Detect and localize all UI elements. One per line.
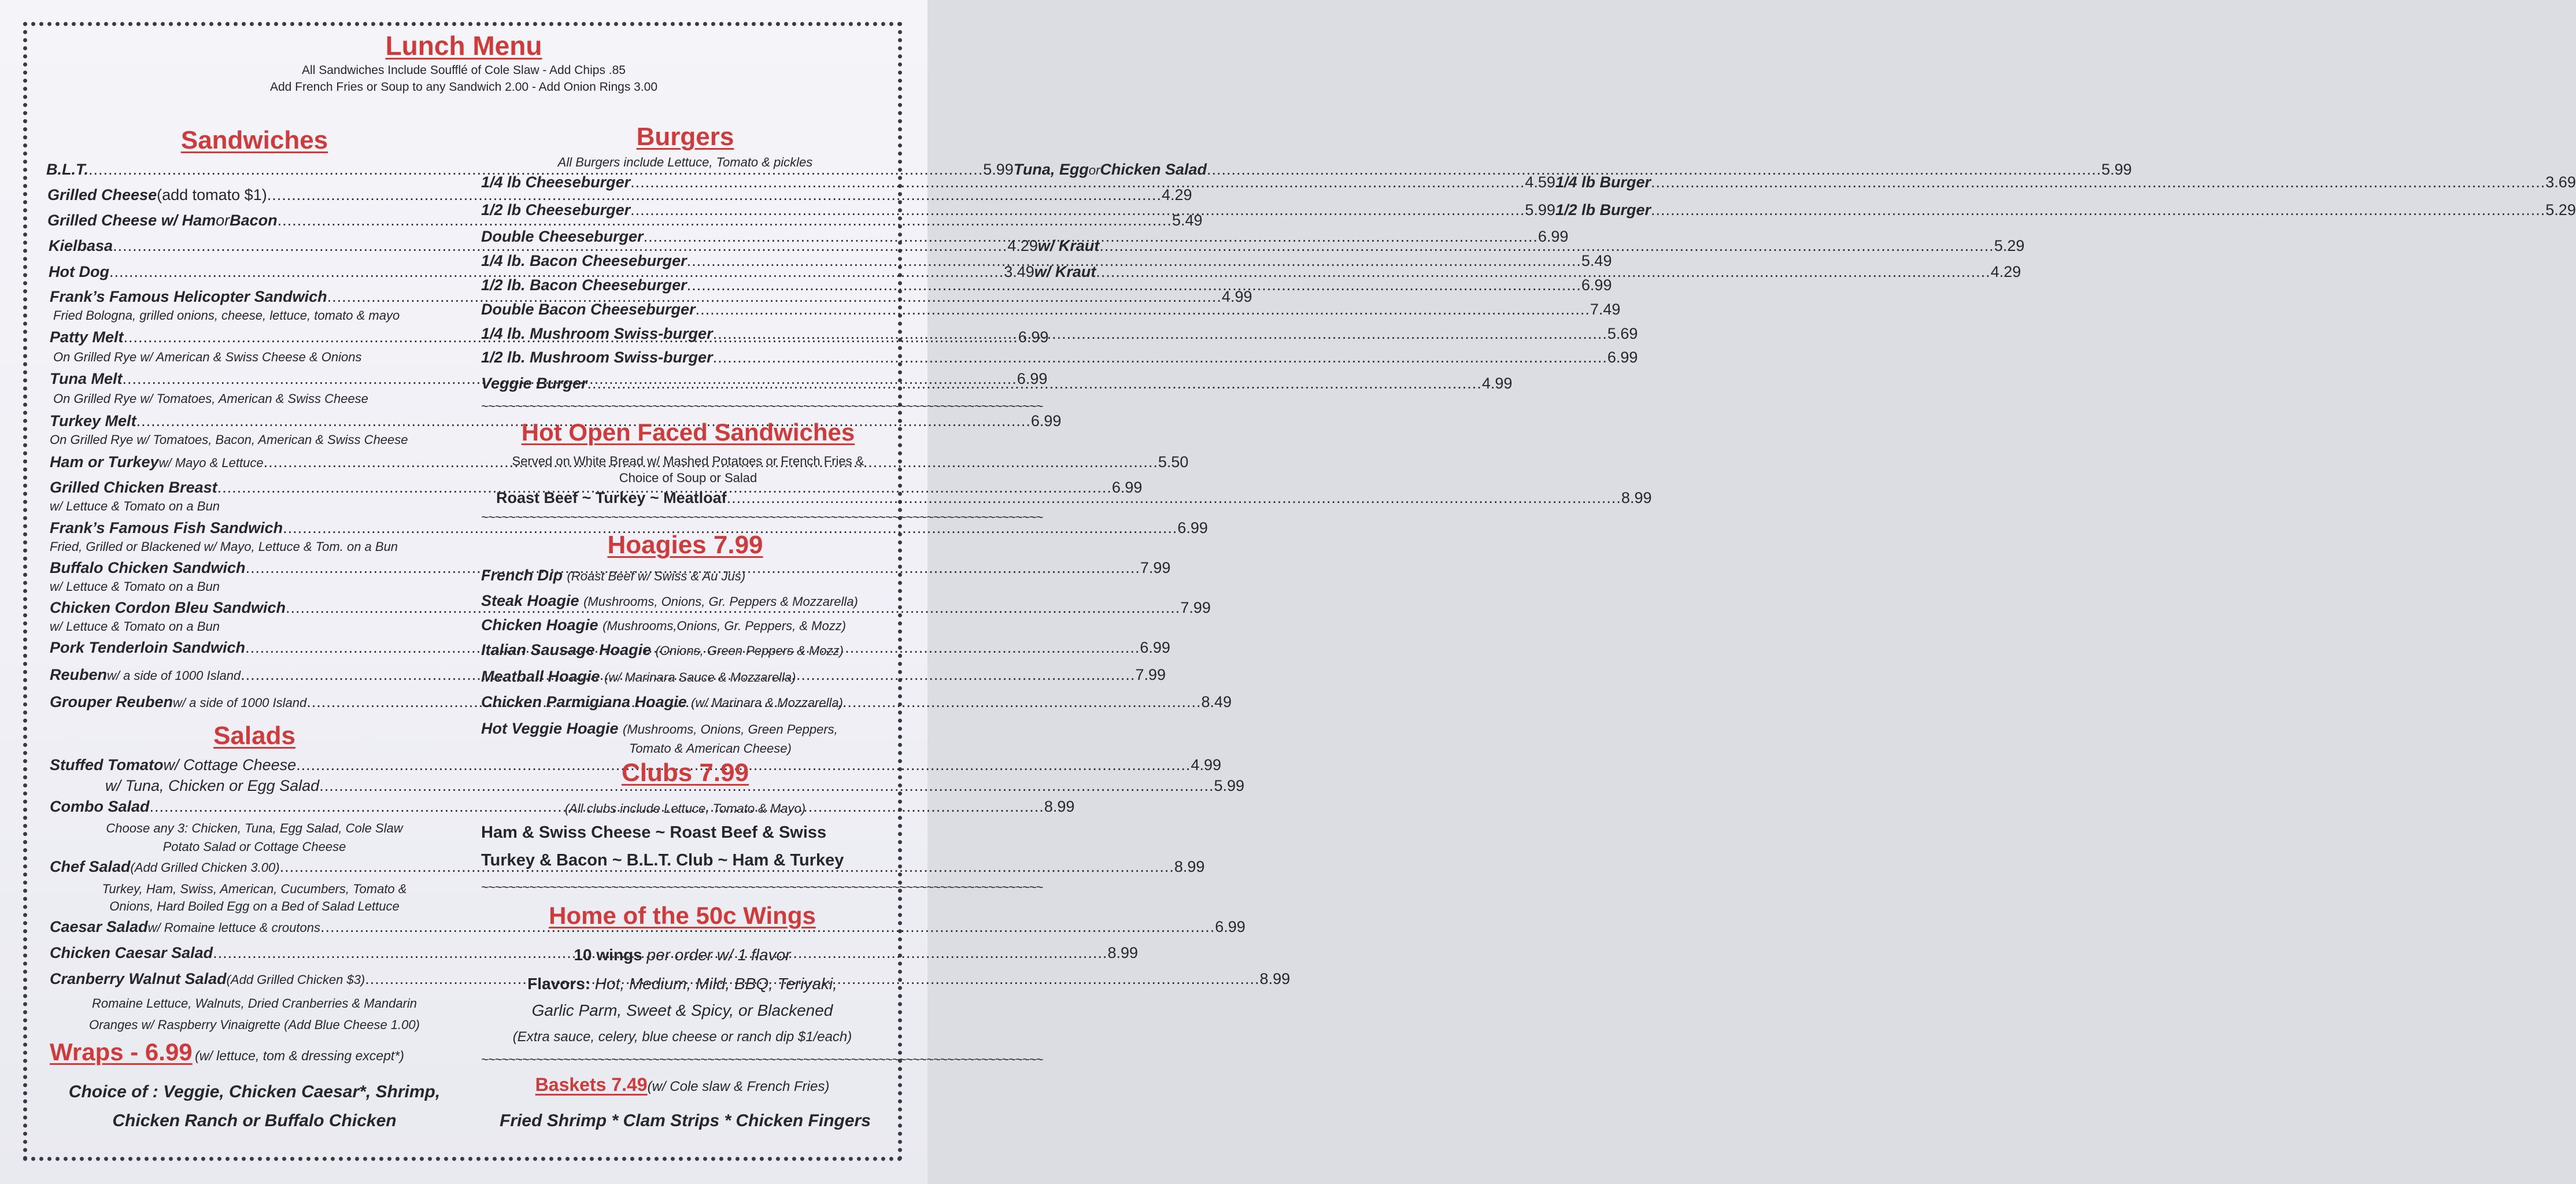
item-name: Grouper Reuben bbox=[50, 693, 173, 711]
item-connector: or bbox=[216, 212, 230, 229]
item-note: w/ Tuna, Chicken or Egg Salad bbox=[105, 777, 320, 794]
item-name: Tuna, Egg bbox=[1013, 161, 1089, 178]
item-name: Ham or Turkey bbox=[50, 453, 159, 471]
item-name: 1/4 lb Burger bbox=[1555, 173, 1651, 191]
item-name: Patty Melt bbox=[50, 328, 124, 346]
item-price: 8.99 bbox=[1044, 798, 1075, 815]
item-description: On Grilled Rye w/ Tomatoes, American & Swiss Cheese bbox=[53, 391, 368, 406]
burgers-heading: Burgers bbox=[636, 123, 734, 151]
item-name: Reuben bbox=[50, 666, 108, 683]
menu-item-burger bbox=[481, 276, 1612, 294]
item-price: 6.99 bbox=[1017, 370, 1048, 387]
item-price: 6.99 bbox=[1140, 639, 1170, 656]
item-price: 6.99 bbox=[1607, 349, 1638, 366]
wraps-choices-2: Chicken Ranch or Buffalo Chicken bbox=[112, 1111, 397, 1130]
hot-open-description: Served on White Bread w/ Mashed Potatoes or French Fries & bbox=[512, 454, 864, 468]
item-name: Grilled Cheese bbox=[47, 186, 157, 204]
item-description: Turkey, Ham, Swiss, American, Cucumbers, Tomato & bbox=[102, 882, 407, 896]
menu-item-burger bbox=[481, 349, 1638, 367]
item-description: On Grilled Rye w/ American & Swiss Cheese & Onions bbox=[53, 350, 362, 364]
item-name: Cranberry Walnut Salad bbox=[50, 970, 227, 987]
clubs-note: (All clubs include Lettuce, Tomato & Mayo) bbox=[564, 801, 806, 816]
menu-item-grilled-chicken bbox=[50, 479, 1143, 497]
item-name: 1/4 lb. Mushroom Swiss-burger bbox=[481, 325, 713, 342]
salads-heading: Salads bbox=[213, 722, 295, 750]
menu-item-hoagie bbox=[481, 592, 858, 610]
item-name: Combo Salad bbox=[50, 798, 150, 815]
item-price: 5.49 bbox=[1581, 252, 1612, 269]
item-note: w/ Cottage Cheese bbox=[163, 756, 297, 774]
item-price: 7.99 bbox=[1135, 666, 1166, 683]
item-name: 1/2 lb Cheeseburger bbox=[481, 201, 631, 219]
menu-item-hot-open bbox=[496, 489, 1652, 507]
item-name: 1/4 lb. Bacon Cheeseburger bbox=[481, 252, 687, 269]
wings-order-text: per order w/ 1 flavor bbox=[642, 946, 791, 964]
item-note: (w/ Marinara Sauce & Mozzarella) bbox=[604, 670, 796, 684]
menu-item-stuffed-tomato-alt bbox=[105, 777, 1245, 795]
item-description: w/ Lettuce & Tomato on a Bun bbox=[50, 619, 220, 634]
item-name: Bacon bbox=[230, 212, 278, 229]
baskets-items: Fried Shrimp * Clam Strips * Chicken Fingers bbox=[500, 1111, 871, 1130]
item-price: 7.99 bbox=[1180, 599, 1211, 616]
item-note: (add tomato $1) bbox=[157, 186, 267, 204]
wings-heading: Home of the 50c Wings bbox=[549, 902, 816, 929]
item-note: w/ a side of 1000 Island bbox=[173, 695, 307, 710]
item-name: 1/4 lb Cheeseburger bbox=[481, 173, 631, 191]
item-name: Buffalo Chicken Sandwich bbox=[50, 559, 246, 576]
header-note-2: Add French Fries or Soup to any Sandwich 2.00 - Add Onion Rings 3.00 bbox=[269, 80, 658, 94]
item-description: Oranges w/ Raspberry Vinaigrette (Add Blue Cheese 1.00) bbox=[89, 1018, 420, 1032]
item-price: 5.99 bbox=[1525, 201, 1555, 219]
item-price: 5.99 bbox=[983, 161, 1014, 178]
item-note: (Mushrooms, Onions, Green Peppers, bbox=[623, 722, 838, 737]
item-price: 6.99 bbox=[1581, 276, 1612, 294]
item-price: 8.99 bbox=[1107, 944, 1138, 961]
item-description: Potato Salad or Cottage Cheese bbox=[162, 839, 346, 854]
item-name: Meatball Hoagie bbox=[481, 668, 600, 685]
divider: ~~~~~~~~~~~~~~~~~~~~~~~~~~~~~~~~~~~~~~~~~~~~~~~~~~~~~~~~~~~~~~~~~~~~~~~~~~~~~~~~~~ bbox=[481, 399, 1043, 413]
item-price: 8.99 bbox=[1259, 970, 1291, 987]
wings-flavors-label: Flavors: bbox=[527, 975, 591, 993]
menu-item-helicopter bbox=[50, 288, 1252, 306]
item-connector: or bbox=[1088, 163, 1100, 177]
item-price: 5.29 bbox=[1994, 237, 2025, 254]
item-name: Grilled Chicken Breast bbox=[50, 479, 217, 496]
menu-item-fish bbox=[50, 519, 1208, 537]
item-note: (Add Grilled Chicken 3.00) bbox=[130, 860, 280, 875]
item-price: 5.69 bbox=[1607, 325, 1638, 342]
item-price: 8.49 bbox=[1201, 693, 1232, 711]
item-price: 6.99 bbox=[1215, 918, 1246, 935]
item-note: w/ Mayo & Lettuce bbox=[158, 456, 264, 470]
item-name: French Dip bbox=[481, 567, 563, 584]
burgers-note: All Burgers include Lettuce, Tomato & pickles bbox=[557, 155, 813, 169]
item-description: w/ Lettuce & Tomato on a Bun bbox=[50, 579, 220, 594]
menu-item-turkey-melt bbox=[50, 412, 1062, 430]
header-note-1: All Sandwiches Include Soufflé of Cole Slaw - Add Chips .85 bbox=[302, 64, 626, 77]
divider: ~~~~~~~~~~~~~~~~~~~~~~~~~~~~~~~~~~~~~~~~~~~~~~~~~~~~~~~~~~~~~~~~~~~~~~~~~~~~~~~~~~ bbox=[481, 880, 1043, 894]
menu-item-burger bbox=[481, 301, 1621, 319]
hot-open-heading: Hot Open Faced Sandwiches bbox=[521, 419, 855, 446]
item-price: 4.29 bbox=[1161, 186, 1192, 204]
item-name: Chicken Caesar Salad bbox=[50, 944, 213, 961]
menu-item-quarter-cheeseburger bbox=[481, 173, 2576, 191]
menu-item-burger bbox=[481, 252, 1612, 270]
item-description: Romaine Lettuce, Walnuts, Dried Cranberries & Mandarin bbox=[91, 996, 417, 1011]
item-name: Grilled Cheese w/ Ham bbox=[47, 212, 216, 229]
item-note: (Onions, Green Peppers & Mozz) bbox=[655, 643, 844, 658]
item-price: 4.99 bbox=[1191, 756, 1221, 774]
item-name: Chicken Hoagie bbox=[481, 616, 598, 634]
item-price: 4.59 bbox=[1525, 173, 1555, 191]
wraps-header bbox=[50, 1038, 404, 1066]
item-name: Pork Tenderloin Sandwich bbox=[50, 639, 246, 656]
item-note: (Mushrooms, Onions, Gr. Peppers & Mozzarella) bbox=[583, 594, 858, 609]
item-name: 1/2 lb. Bacon Cheeseburger bbox=[481, 276, 687, 294]
item-name: Double Cheeseburger bbox=[481, 228, 644, 245]
clubs-line-2: Turkey & Bacon ~ B.L.T. Club ~ Ham & Turkey bbox=[481, 851, 844, 870]
divider: ~~~~~~~~~~~~~~~~~~~~~~~~~~~~~~~~~~~~~~~~~~~~~~~~~~~~~~~~~~~~~~~~~~~~~~~~~~~~~~~~~~ bbox=[481, 1052, 1043, 1067]
wings-flavors-list: Hot, Medium, Mild, BBQ, Teriyaki, bbox=[590, 975, 837, 993]
item-note: (Roast Beef w/ Swiss & Au Jus) bbox=[567, 569, 746, 583]
menu-item-grilled-cheese bbox=[47, 186, 1192, 204]
item-price: 5.99 bbox=[1214, 777, 1245, 794]
item-note: (Mushrooms,Onions, Gr. Peppers, & Mozz) bbox=[603, 619, 847, 633]
item-name: Frank’s Famous Helicopter Sandwich bbox=[50, 288, 327, 305]
item-name: 1/2 lb. Mushroom Swiss-burger bbox=[481, 349, 713, 366]
wings-flavors bbox=[480, 975, 885, 993]
item-price: 3.49 bbox=[1004, 263, 1034, 280]
item-price: 4.99 bbox=[1481, 375, 1513, 392]
item-price: 8.99 bbox=[1174, 858, 1205, 875]
baskets-header bbox=[480, 1074, 885, 1096]
menu-item-hoagie bbox=[481, 641, 844, 659]
item-description: Fried, Grilled or Blackened w/ Mayo, Lettuce & Tom. on a Bun bbox=[50, 539, 398, 554]
item-price: 4.99 bbox=[1221, 288, 1252, 305]
hot-open-description: Choice of Soup or Salad bbox=[619, 471, 757, 485]
item-name: Stuffed Tomato bbox=[50, 756, 164, 774]
item-price: 4.29 bbox=[1007, 237, 1038, 254]
wings-flavors-2: Garlic Parm, Sweet & Spicy, or Blackened bbox=[531, 1001, 833, 1019]
item-name: Double Bacon Cheeseburger bbox=[481, 301, 696, 318]
item-name: Frank’s Famous Fish Sandwich bbox=[50, 519, 283, 536]
item-price: 5.50 bbox=[1158, 453, 1189, 471]
menu-item-kielbasa bbox=[49, 237, 2025, 255]
item-name: Hot Veggie Hoagie bbox=[481, 720, 619, 737]
item-name: Chicken Cordon Bleu Sandwich bbox=[50, 599, 286, 616]
item-price: 5.49 bbox=[1171, 212, 1203, 229]
menu-item-grilled-cheese-ham bbox=[47, 212, 1203, 230]
menu-item-caesar-salad bbox=[50, 918, 1246, 936]
item-price: 6.99 bbox=[1111, 479, 1143, 496]
menu-item-hoagie bbox=[481, 720, 838, 738]
menu-item-hoagie bbox=[481, 567, 745, 584]
item-name: w/ Kraut bbox=[1037, 237, 1100, 254]
item-name: B.L.T. bbox=[46, 161, 88, 178]
menu-item-hoagie bbox=[481, 616, 846, 634]
baskets-heading: Baskets 7.49 bbox=[535, 1074, 648, 1095]
divider: ~~~~~~~~~~~~~~~~~~~~~~~~~~~~~~~~~~~~~~~~~~~~~~~~~~~~~~~~~~~~~~~~~~~~~~~~~~~~~~~~~~ bbox=[481, 510, 1043, 524]
item-description: On Grilled Rye w/ Tomatoes, Bacon, American & Swiss Cheese bbox=[50, 432, 408, 447]
item-name: Chicken Parmigiana Hoagie bbox=[481, 693, 687, 711]
item-name: Roast Beef ~ Turkey ~ Meatloaf bbox=[496, 489, 727, 506]
item-note-continued: Tomato & American Cheese) bbox=[629, 741, 792, 756]
menu-item-hoagie bbox=[481, 668, 796, 686]
item-price: 8.99 bbox=[1621, 489, 1652, 506]
wings-extra: (Extra sauce, celery, blue cheese or ranch dip $1/each) bbox=[512, 1029, 852, 1045]
item-price: 3.69 bbox=[2545, 173, 2576, 191]
item-note: w/ Romaine lettuce & croutons bbox=[147, 920, 320, 935]
item-name: Veggie Burger bbox=[481, 375, 587, 392]
wraps-choices-1: Choice of : Veggie, Chicken Caesar*, Shrimp, bbox=[68, 1082, 441, 1101]
item-price: 6.99 bbox=[1030, 412, 1062, 430]
item-note: w/ a side of 1000 Island bbox=[107, 668, 241, 683]
item-price: 4.29 bbox=[1990, 263, 2021, 280]
item-description: Fried Bologna, grilled onions, cheese, lettuce, tomato & mayo bbox=[53, 308, 400, 323]
menu-item-hot-dog bbox=[49, 263, 2021, 281]
menu-item-half-cheeseburger bbox=[481, 201, 2576, 219]
item-name: Tuna Melt bbox=[50, 370, 123, 387]
clubs-line-1: Ham & Swiss Cheese ~ Roast Beef & Swiss bbox=[481, 823, 827, 842]
item-description: Choose any 3: Chicken, Tuna, Egg Salad, Cole Slaw bbox=[106, 821, 403, 835]
clubs-heading: Clubs 7.99 bbox=[621, 758, 749, 787]
item-price: 5.99 bbox=[2101, 161, 2132, 178]
item-description: Onions, Hard Boiled Egg on a Bed of Salad Lettuce bbox=[109, 899, 400, 913]
item-note: (w/ Marinara & Mozzarella) bbox=[691, 695, 843, 710]
item-name: Italian Sausage Hoagie bbox=[481, 641, 652, 658]
item-description: w/ Lettuce & Tomato on a Bun bbox=[50, 499, 220, 513]
item-name: Hot Dog bbox=[49, 263, 109, 280]
wraps-heading: Wraps - 6.99 bbox=[50, 1038, 193, 1065]
item-name: Turkey Melt bbox=[50, 412, 136, 430]
item-price: 7.99 bbox=[1140, 559, 1171, 576]
item-note: (Add Grilled Chicken $3) bbox=[226, 972, 365, 987]
item-price: 7.49 bbox=[1590, 301, 1621, 318]
wings-order-info bbox=[480, 946, 885, 964]
item-price: 6.99 bbox=[1177, 519, 1208, 536]
menu-item-hoagie bbox=[481, 693, 843, 711]
item-name: 1/2 lb Burger bbox=[1555, 201, 1651, 219]
sandwiches-heading: Sandwiches bbox=[180, 126, 328, 154]
item-name: Kielbasa bbox=[49, 237, 113, 254]
hoagies-heading: Hoagies 7.99 bbox=[607, 531, 763, 559]
item-price: 5.29 bbox=[2545, 201, 2576, 219]
page-title: Lunch Menu bbox=[385, 31, 542, 61]
wings-count: 10 wings bbox=[574, 946, 642, 964]
item-name: Steak Hoagie bbox=[481, 592, 579, 609]
wraps-note: (w/ lettuce, tom & dressing except*) bbox=[195, 1048, 404, 1063]
baskets-note: (w/ Cole slaw & French Fries) bbox=[647, 1079, 830, 1094]
item-name: Chicken Salad bbox=[1100, 161, 1207, 178]
item-name: Chef Salad bbox=[50, 858, 131, 875]
item-price: 6.99 bbox=[1538, 228, 1569, 245]
item-price: 6.99 bbox=[1018, 328, 1049, 346]
item-name: w/ Kraut bbox=[1034, 263, 1096, 280]
item-name: Caesar Salad bbox=[50, 918, 148, 935]
